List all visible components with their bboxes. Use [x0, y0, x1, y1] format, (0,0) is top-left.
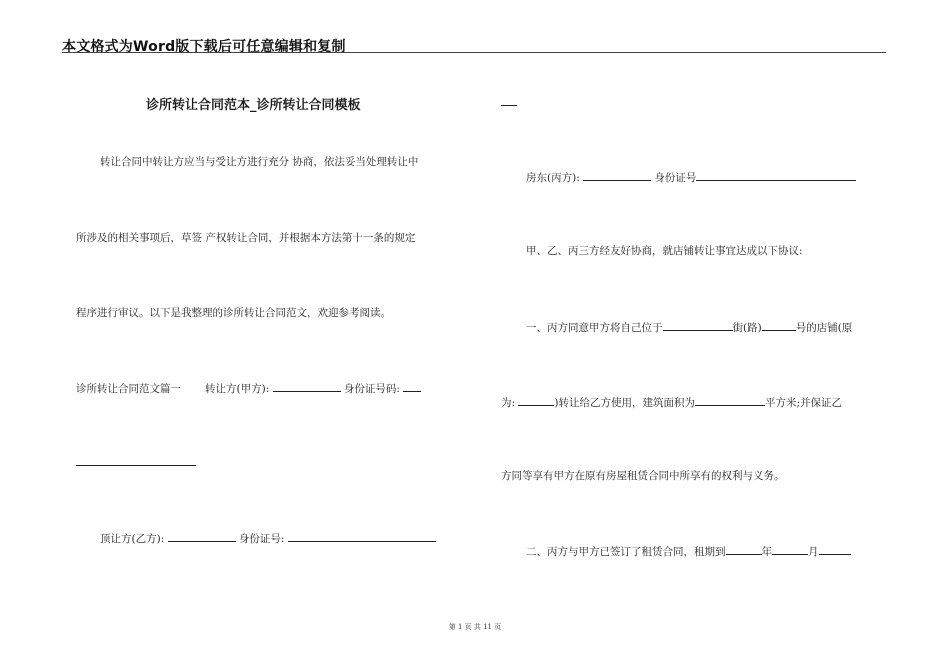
contract-sample-label: 诊所转让合同范文篇一	[76, 383, 181, 395]
transferor-id-blank[interactable]	[403, 380, 421, 392]
shop-label: 号的店铺(原	[795, 322, 853, 334]
transferee-name-blank[interactable]	[168, 530, 236, 542]
transferee-label: 顶让方(乙方):	[100, 533, 165, 545]
landlord-line	[526, 169, 856, 185]
month-label: 月	[808, 546, 819, 558]
id-number-label: 身份证号码:	[343, 383, 400, 395]
transferor-label: 转让方(甲方):	[205, 383, 270, 395]
header-divider	[62, 52, 886, 53]
agreement-line: 甲、乙、丙三方经友好协商，就店铺转让事宜达成以下协议:	[526, 245, 803, 257]
area-blank[interactable]	[695, 394, 765, 406]
lease-day-blank[interactable]	[819, 543, 851, 555]
top-blank[interactable]	[501, 105, 517, 106]
paragraph-line: 转让合同中转让方应当与受让方进行充分 协商，依法妥当处理转让中	[100, 156, 419, 168]
clause-one-line-3: 方同等享有甲方在原有房屋租赁合同中所享有的权利与义务。	[501, 470, 785, 482]
landlord-id-label: 身份证号	[654, 172, 697, 184]
lease-term-text: 二、丙方与甲方已签订了租赁合同，租期到	[526, 546, 726, 558]
page-number: 第 1 页 共 11 页	[448, 623, 502, 631]
clause-one-line-1	[526, 319, 852, 335]
clause-one-line-2	[501, 394, 842, 410]
document-title: 诊所转让合同范本_诊所转让合同模板	[146, 98, 361, 113]
lease-year-blank[interactable]	[726, 543, 762, 555]
area-unit-text: 平方米;并保证乙	[765, 397, 843, 409]
original-use-label: 为:	[501, 397, 516, 409]
street-number-blank[interactable]	[762, 319, 796, 331]
transferee-line	[100, 530, 436, 546]
lease-month-blank[interactable]	[772, 543, 808, 555]
transferee-id-blank[interactable]	[288, 530, 436, 542]
year-label: 年	[761, 546, 772, 558]
transferor-line	[76, 380, 421, 396]
paragraph-line: 所涉及的相关事项后，草签 产权转让合同，并根据本方法第十一条的规定	[76, 232, 416, 244]
transfer-area-text: )转让给乙方使用，建筑面积为	[554, 397, 695, 409]
location-blank[interactable]	[663, 319, 733, 331]
transferee-id-label: 身份证号:	[238, 533, 285, 545]
landlord-name-blank[interactable]	[583, 169, 651, 181]
original-use-blank[interactable]	[518, 394, 554, 406]
paragraph-line: 程序进行审议。以下是我整理的诊所转让合同范文，欢迎参考阅读。	[76, 307, 391, 319]
street-label: 街(路)	[732, 322, 762, 334]
clause-two-line	[526, 543, 851, 559]
transferor-name-blank[interactable]	[273, 380, 341, 392]
landlord-label: 房东(丙方):	[526, 172, 580, 184]
landlord-id-blank[interactable]	[696, 169, 856, 181]
clause-one-text: 一、丙方同意甲方将自己位于	[526, 322, 663, 334]
document-header-title: 本文格式为Word版下载后可任意编辑和复制	[62, 39, 346, 55]
transferor-id-continuation-blank[interactable]	[76, 465, 196, 466]
